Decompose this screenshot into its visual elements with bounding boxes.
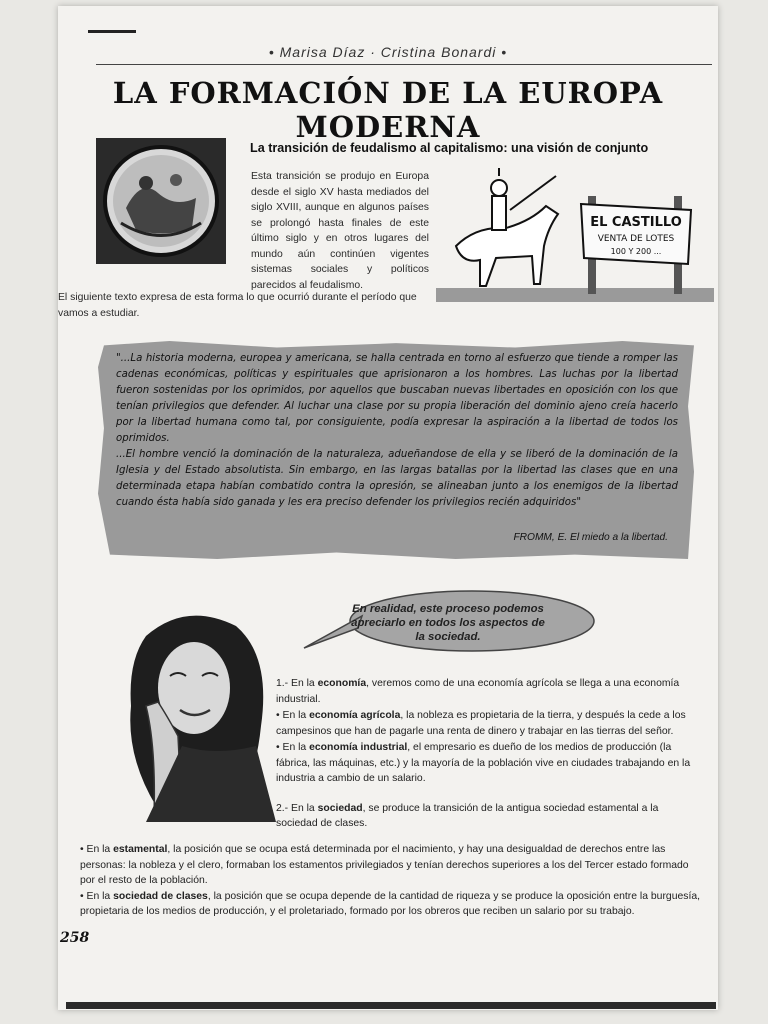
section-subtitle: La transición de feudalismo al capitalismo: una visión de conjunto [250,141,649,155]
page-number: 258 [60,930,90,946]
medieval-illustration [96,138,226,264]
quote-source: FROMM, E. El miedo a la libertad. [513,532,668,543]
corner-mark [88,30,136,33]
quote-text [116,351,678,511]
list-item: 1.- En la economía, veremos como de una economía agrícola se llega a una economía industrial. [276,678,680,705]
sign-line-1: EL CASTILLO [590,215,682,230]
quote-paragraph-2: ...El hombre venció la dominación de la naturaleza, adueñandose de ella y se liberó de la dominación de la Iglesia y del Estado absolutista. Sin embargo, en las largas batallas por la libertad las clases que en una determinada etapa habían combatido contra la opresión, se alineaban junto a los enemigos de la libertad cuando ésta había sido ganada y les era preciso defender los privilegios recién adquiridos" [116,449,678,508]
running-header: • Marisa Díaz · Cristina Bonardi • [268,44,508,60]
list-item: 2.- En la sociedad, se produce la transición de la antigua sociedad estamental a la sociedad de clases. [276,802,659,829]
aspects-list [276,676,702,833]
header-rule [96,64,712,65]
sign-line-2: VENTA DE LOTES [597,234,675,244]
list-item: • En la estamental, la posición que se ocupa está determinada por el nacimiento, y hay una desigualdad de derechos entre las personas: la nobleza y el clero, formaban los estamentos privilegiados y tenían derechos superiores a los del Tercer estado formado por el resto de la población. [80,844,689,886]
knight-cartoon [436,166,714,306]
intro-continued: El siguiente texto expresa de esta forma lo que ocurrió durante el período que vamos a estudiar. [58,292,417,319]
speech-bubble-text: En realidad, este proceso podemos apreciarlo en todos los aspectos de la sociedad. [351,603,545,643]
intro-paragraph: Esta transición se produjo en Europa desde el siglo XV hasta mediados del siglo XVIII, aunque en algunos países se prolongó hasta finales de este último siglo y en otros lugares del mundo aún continúen vigentes sistemas sociales y políticos parecidos al feudalismo. [251,171,429,291]
list-item: • En la economía industrial, el empresario es dueño de los medios de producción (la fábrica, las máquinas, etc.) y la mayoría de la población vive en ciudades trabajando en la industria a cambio de un salario. [276,742,691,784]
list-item: • En la economía agrícola, la nobleza es propietaria de la tierra, y después la cede a los campesinos que han de pagarle una renta de dinero y trabajar en las tierras del señor. [276,710,686,737]
list-item: • En la sociedad de clases, la posición que se ocupa depende de la cantidad de riqueza y se produce la oposición entre la burguesía, propietaria de los medios de producción, y el proletariado, formado por los obreros que reciben un salario por su trabajo. [80,890,701,917]
page-title: LA FORMACIÓN DE LA EUROPA MODERNA [112,76,664,144]
footer-bar [66,1002,716,1009]
society-list [80,842,702,920]
sign-line-3: 100 Y 200 ... [610,247,662,256]
page [58,6,718,1010]
woman-portrait [86,606,296,822]
quote-paragraph-1: "...La historia moderna, europea y americana, se halla centrada en torno al esfuerzo que tiende a romper las cadenas económicas, políticas y espirituales que aprisionaron a los hombres. Las luchas por la libertad fueron sostenidas por los oprimidos, por aquellos que buscaban nuevas libertades en oposición con los que tenían privilegios que defender. Al luchar una clase por su propia liberación del dominio ajeno creía hacerlo por la libertad humana como tal, por consiguiente, podía expresar la aspiración a la libertad de todos los oprimidos. [116,353,678,444]
